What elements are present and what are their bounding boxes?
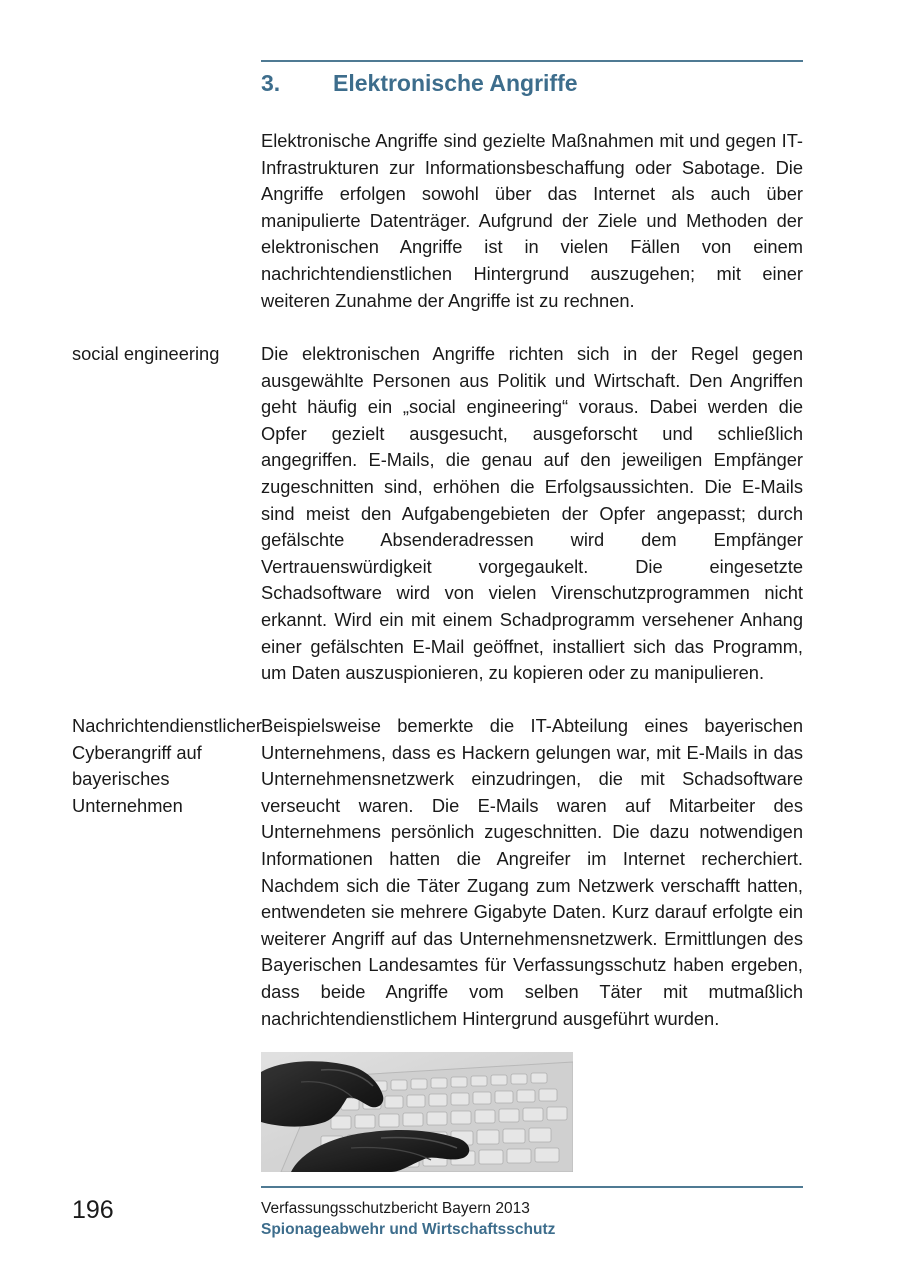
example-paragraph: Beispielsweise bemerkte die IT-Abteilung eines bayerischen Unternehmens, dass es Hackern gelungen war, mit E-Mails in das Unternehmensnetzwerk einzudringen, die mit Schadsoftware verseucht waren. Die E-Mails waren auf Mitarbeiter des Unternehmens persönlich zugeschnitten. Die dazu notwendigen Informationen hatten die Angreifer im Internet recherchiert. Nachdem sich die Täter Zugang zum Netzwerk verschafft hatten, entwendeten sie mehrere Gigabyte Daten. Kurz darauf erfolgte ein weiterer Angriff auf das Unternehmensnetzwerk. Ermittlungen des Bayerischen Landesamtes für Verfassungsschutz haben ergeben, dass beide Angriffe vom selben Täter mit mutmaßlich nachrichtendienstlichem Hintergrund ausgeführt wurden.: [261, 715, 803, 1029]
intro-paragraph: Elektronische Angriffe sind gezielte Maßnahmen mit und gegen IT-Infrastrukturen zur Informationsbeschaffung oder Sabotage. Die Angriffe erfolgen sowohl über das Internet als auch über manipulierte Datenträger. Aufgrund der Ziele und Methoden der elektronischen Angriffe ist in vielen Fällen von einem nachrichtendienstlichen Hintergrund auszugehen; mit einer weiteren Zunahme der Angriffe ist zu rechnen.: [261, 130, 803, 311]
footer: [261, 1198, 803, 1240]
footer-subtitle: Spionageabwehr und Wirtschaftsschutz: [261, 1221, 556, 1238]
margin-note-cyberangriff: [72, 713, 263, 819]
bottom-rule: [261, 1186, 803, 1188]
section-heading: [261, 70, 803, 97]
margin-note-cyberangriff-text: Nachrichtendienstlicher Cyberangriff auf bayerisches Unternehmen: [72, 715, 263, 816]
section-number: 3.: [261, 70, 281, 96]
footer-title: Verfassungsschutzbericht Bayern 2013: [261, 1200, 530, 1217]
gloved-hands-keyboard-photo: [261, 1052, 573, 1172]
section-title: Elektronische Angriffe: [333, 70, 578, 96]
social-engineering-paragraph: Die elektronischen Angriffe richten sich in der Regel gegen ausgewählte Personen aus Politik und Wirtschaft. Den Angriffen geht häufig ein „social engineering“ voraus. Dabei werden die Opfer gezielt ausgesucht, ausgeforscht und schließlich angegriffen. E-Mails, die genau auf den jeweiligen Empfänger zugeschnitten sind, erhöhen die Erfolgsaussichten. Die E-Mails sind meist den Aufgabengebieten der Opfer angepasst; durch gefälschte Absenderadressen wird dem Empfänger Vertrauenswürdigkeit vorgegaukelt. Die eingesetzte Schadsoftware wird von vielen Virenschutzprogrammen nicht erkannt. Wird ein mit einem Schadprogramm versehener Anhang einer gefälschten E-Mail geöffnet, installiert sich das Programm, um Daten auszuspionieren, zu kopieren oder zu manipulieren.: [261, 343, 803, 684]
photo-illustration: [261, 1052, 573, 1172]
top-rule: [261, 60, 803, 62]
page-number: 196: [72, 1196, 114, 1224]
margin-note-social-engineering: social engineering: [72, 343, 220, 364]
